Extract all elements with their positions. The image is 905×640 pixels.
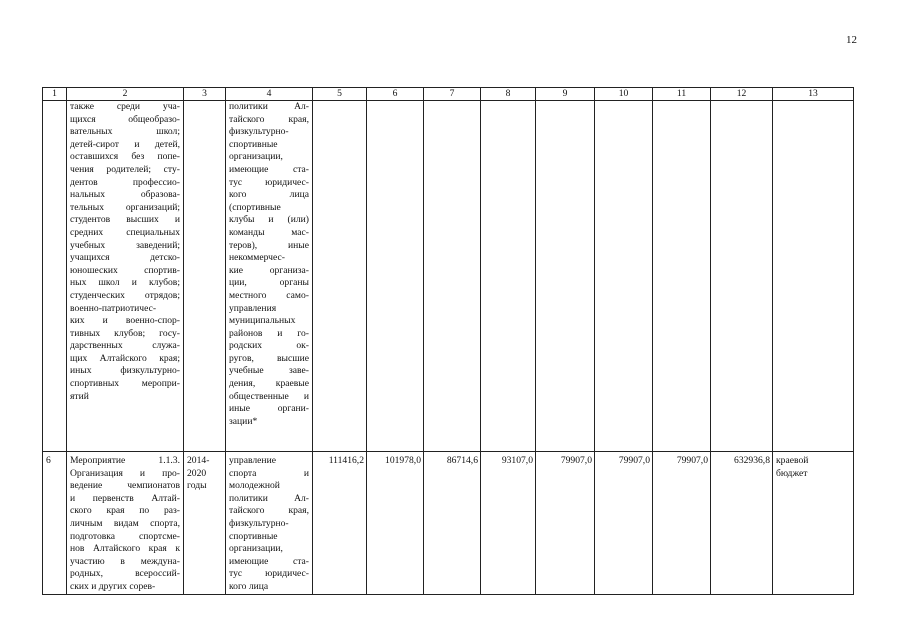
text-line: команды мас- — [229, 226, 309, 238]
table-row — [43, 101, 854, 452]
text-line: щихся общеобразо- — [70, 113, 180, 125]
column-number-8: 8 — [481, 88, 536, 101]
text-line: (спортивные — [229, 201, 281, 213]
text-line: молодежной — [229, 480, 280, 492]
text-line: иных физкультурно- — [70, 365, 180, 377]
value-cell: 93107,0 — [481, 452, 536, 595]
text-line: местного само- — [229, 289, 309, 301]
row-number-cell — [43, 101, 67, 452]
row-number-cell: 6 — [43, 452, 67, 595]
table-row — [43, 452, 854, 595]
column-number-4: 4 — [226, 88, 313, 101]
text-line: тайского края, — [229, 113, 309, 125]
column-number-9: 9 — [536, 88, 595, 101]
text-line: тайского края, — [229, 505, 309, 517]
budget-table — [42, 87, 854, 595]
text-line: общественные и — [229, 390, 309, 402]
text-line: кие организа- — [229, 264, 309, 276]
text-line: организации, — [229, 543, 283, 555]
text-line: спортивные — [229, 138, 278, 150]
column-number-10: 10 — [595, 88, 653, 101]
text-line: юношеских спортив- — [70, 264, 180, 276]
text-line: вательных школ; — [70, 126, 180, 138]
text-line: тивных клубов; госу- — [70, 327, 180, 339]
text-line: средних специальных — [70, 226, 180, 238]
text-line: ких и военно-спор- — [70, 315, 180, 327]
text-line: учебные заве- — [229, 365, 309, 377]
text-line: зации* — [229, 415, 258, 427]
text-line: управления — [229, 302, 277, 314]
text-line: кого лица — [229, 580, 269, 592]
column-number-5: 5 — [313, 88, 367, 101]
text-line: чения родителей; сту- — [70, 163, 180, 175]
text-line: студенческих отрядов; — [70, 289, 180, 301]
text-line: подготовка спортсме- — [70, 530, 180, 542]
text-line: иные органи- — [229, 403, 309, 415]
text-line: Мероприятие 1.1.3. — [70, 455, 180, 466]
text-line: ского края по раз- — [70, 505, 180, 517]
text-line: дения, краевые — [229, 378, 309, 390]
period-cell — [184, 101, 226, 452]
text-line: ятий — [70, 390, 89, 402]
text-line: 2014- — [187, 455, 210, 466]
text-line: краевой — [776, 455, 809, 466]
value-cell: 86714,6 — [424, 452, 481, 595]
executor-cell — [226, 452, 313, 595]
value-cell — [424, 101, 481, 452]
text-line: Организация и про- — [70, 467, 180, 479]
value-cell — [481, 101, 536, 452]
text-line: щих Алтайского края; — [70, 352, 180, 364]
value-cell: 111416,2 — [313, 452, 367, 595]
text-line: районов и го- — [229, 327, 309, 339]
column-number-1: 1 — [43, 88, 67, 101]
text-line: и первенств Алтай- — [70, 492, 180, 504]
text-line: родных, всероссий- — [70, 568, 180, 580]
text-line: также среди уча- — [70, 101, 180, 112]
text-line: спорта и — [229, 467, 309, 479]
executor-cell — [226, 101, 313, 452]
text-line: имеющие ста- — [229, 163, 309, 175]
value-cell — [536, 101, 595, 452]
value-cell: 79907,0 — [653, 452, 711, 595]
text-line: 2020 — [187, 467, 207, 479]
text-line: кого лица — [229, 189, 309, 201]
column-number-12: 12 — [711, 88, 773, 101]
value-cell: 632936,8 — [711, 452, 773, 595]
value-cell — [367, 101, 424, 452]
text-line: дарственных служа- — [70, 340, 180, 352]
text-line: спортивных меропри- — [70, 378, 180, 390]
column-number-11: 11 — [653, 88, 711, 101]
text-line: родских ок- — [229, 340, 309, 352]
column-number-7: 7 — [424, 88, 481, 101]
text-line: учащихся детско- — [70, 252, 180, 264]
text-line: ведение чемпионатов — [70, 480, 180, 492]
text-line: муниципальных — [229, 315, 296, 327]
text-line: теров), иные — [229, 239, 309, 251]
text-line: студентов высших и — [70, 214, 180, 226]
text-line: физкультурно- — [229, 126, 289, 138]
text-line: детей-сирот и детей, — [70, 138, 180, 150]
text-line: личным видам спорта, — [70, 517, 180, 529]
column-number-6: 6 — [367, 88, 424, 101]
text-line: бюджет — [776, 467, 808, 479]
text-line: ции, органы — [229, 277, 309, 289]
period-cell — [184, 452, 226, 595]
value-cell — [653, 101, 711, 452]
text-line: военно-патриотичес- — [70, 302, 157, 314]
text-line: тус юридичес- — [229, 176, 309, 188]
value-cell — [313, 101, 367, 452]
text-line: учебных заведений; — [70, 239, 180, 251]
text-line: имеющие ста- — [229, 555, 309, 567]
text-line: клубы и (или) — [229, 214, 309, 226]
value-cell: 79907,0 — [536, 452, 595, 595]
text-line: ских и других сорев- — [70, 580, 156, 592]
text-line: оставшихся без попе- — [70, 151, 180, 163]
column-number-row — [43, 88, 854, 101]
text-line: участию в междуна- — [70, 555, 180, 567]
text-line: политики Ал- — [229, 492, 309, 504]
source-cell — [773, 452, 854, 595]
text-line: дентов профессио- — [70, 176, 180, 188]
text-line: некоммерчес- — [229, 252, 285, 264]
column-number-13: 13 — [773, 88, 854, 101]
text-line: ных школ и клубов; — [70, 277, 180, 289]
value-cell: 101978,0 — [367, 452, 424, 595]
value-cell: 79907,0 — [595, 452, 653, 595]
text-line: физкультурно- — [229, 517, 289, 529]
text-line: организации, — [229, 151, 283, 163]
text-line: спортивные — [229, 530, 278, 542]
text-line: годы — [187, 480, 207, 492]
value-cell — [711, 101, 773, 452]
text-line: управление — [229, 455, 276, 466]
column-number-3: 3 — [184, 88, 226, 101]
event-description-cell — [67, 101, 184, 452]
value-cell — [595, 101, 653, 452]
event-description-cell — [67, 452, 184, 595]
text-line: тельных организаций; — [70, 201, 180, 213]
text-line: нов Алтайского края к — [70, 543, 180, 555]
text-line: политики Ал- — [229, 101, 309, 112]
text-line: нальных образова- — [70, 189, 180, 201]
column-number-2: 2 — [67, 88, 184, 101]
source-cell — [773, 101, 854, 452]
page-number: 12 — [846, 34, 857, 46]
text-line: ругов, высшие — [229, 352, 309, 364]
text-line: тус юридичес- — [229, 568, 309, 580]
